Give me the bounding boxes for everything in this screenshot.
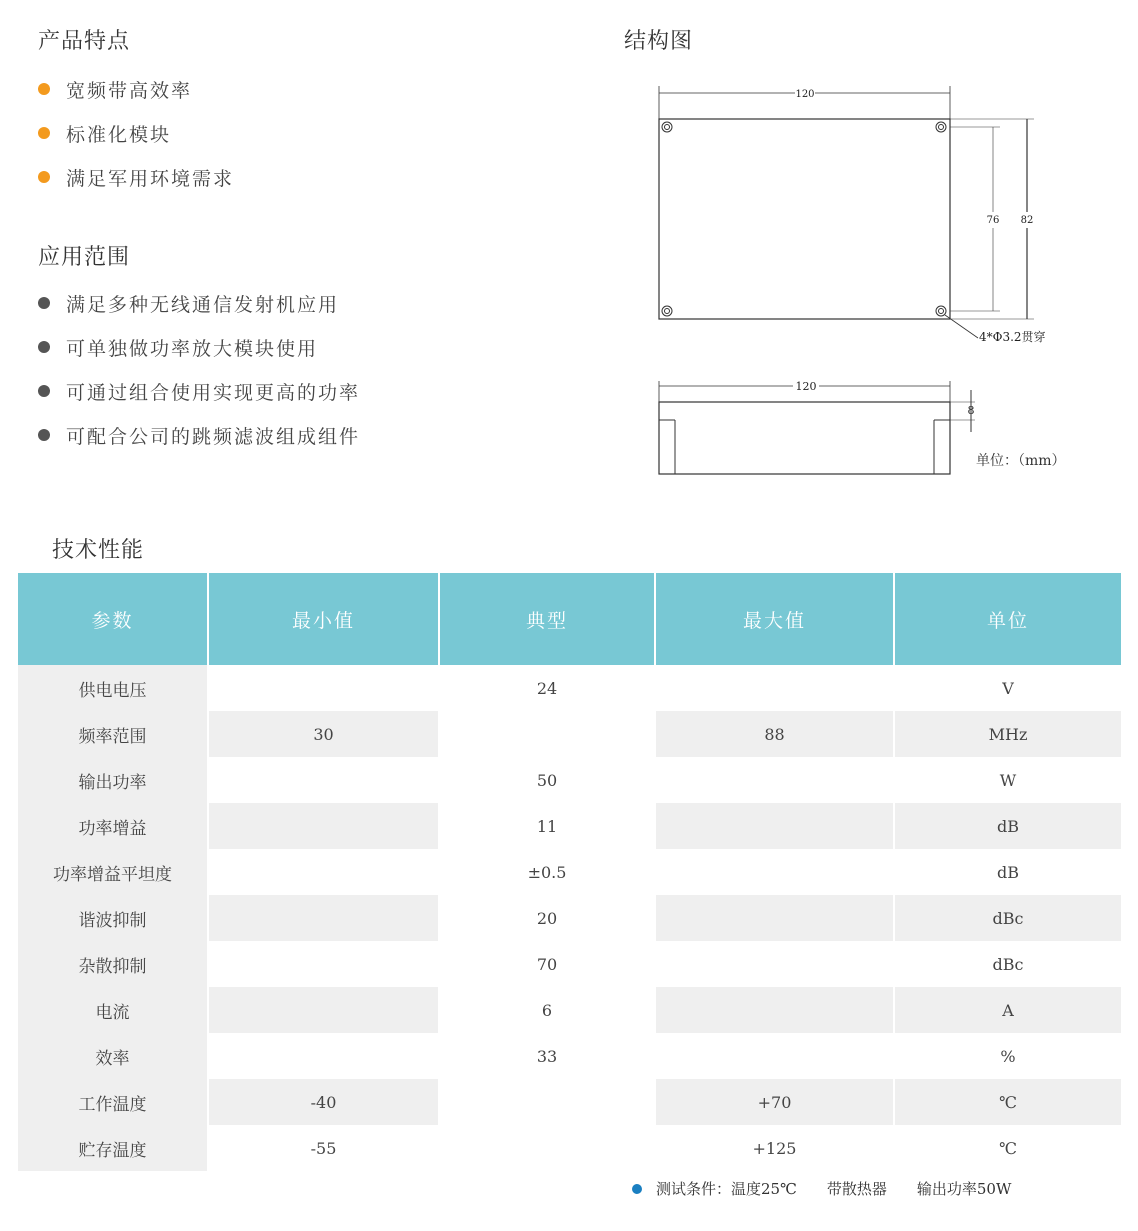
cell-max: [655, 757, 894, 803]
feature-item: 标准化模块: [38, 111, 234, 155]
test-condition-power: 输出功率50W: [916, 1180, 1012, 1198]
test-condition-heatsink: 带散热器: [826, 1180, 887, 1198]
cell-max: [655, 803, 894, 849]
cell-unit: dBc: [894, 941, 1122, 987]
table-row: [17, 1125, 1122, 1171]
cell-max: [655, 941, 894, 987]
cell-typ: 33: [439, 1033, 655, 1079]
cell-max: [655, 987, 894, 1033]
cell-param: 功率增益: [17, 803, 208, 849]
cell-min: [208, 895, 439, 941]
application-item: 可通过组合使用实现更高的功率: [38, 369, 360, 413]
cell-param: 电流: [17, 987, 208, 1033]
specs-table: [16, 573, 1123, 1171]
cell-param: 输出功率: [17, 757, 208, 803]
cell-max: +70: [655, 1079, 894, 1125]
header-unit: 单位: [894, 573, 1122, 665]
bullet-icon: [632, 1184, 642, 1194]
cell-max: 88: [655, 711, 894, 757]
cell-min: 30: [208, 711, 439, 757]
header-min: 最小值: [208, 573, 439, 665]
table-row: [17, 1079, 1122, 1125]
application-item: 满足多种无线通信发射机应用: [38, 281, 360, 325]
cell-typ: [439, 711, 655, 757]
structure-title: 结构图: [624, 29, 694, 54]
side-height-label: 8: [967, 404, 975, 417]
top-view-body: [659, 119, 950, 319]
cell-param: 功率增益平坦度: [17, 849, 208, 895]
inner-height-label: 76: [986, 215, 1000, 226]
cell-typ: 20: [439, 895, 655, 941]
cell-unit: W: [894, 757, 1122, 803]
cell-typ: [439, 1125, 655, 1171]
table-header-row: [17, 573, 1122, 665]
table-row: [17, 987, 1122, 1033]
header-typ: 典型: [439, 573, 655, 665]
cell-param: 频率范围: [17, 711, 208, 757]
table-row: [17, 757, 1122, 803]
cell-unit: A: [894, 987, 1122, 1033]
cell-param: 谐波抑制: [17, 895, 208, 941]
cell-unit: dB: [894, 803, 1122, 849]
table-row: [17, 849, 1122, 895]
cell-typ: 24: [439, 665, 655, 711]
cell-min: -55: [208, 1125, 439, 1171]
cell-min: [208, 1033, 439, 1079]
cell-max: [655, 895, 894, 941]
cell-min: [208, 665, 439, 711]
table-row: [17, 895, 1122, 941]
application-item: 可单独做功率放大模块使用: [38, 325, 360, 369]
table-row: [17, 941, 1122, 987]
cell-unit: ℃: [894, 1079, 1122, 1125]
cell-min: [208, 803, 439, 849]
cell-min: [208, 849, 439, 895]
top-width-label: 120: [795, 89, 815, 100]
test-condition-temp: 测试条件：温度25℃: [656, 1180, 797, 1198]
cell-typ: ±0.5: [439, 849, 655, 895]
hole-note-label: 4*Φ3.2贯穿: [979, 330, 1046, 344]
cell-min: [208, 987, 439, 1033]
cell-max: +125: [655, 1125, 894, 1171]
outer-height-label: 82: [1020, 215, 1034, 226]
cell-unit: V: [894, 665, 1122, 711]
cell-unit: %: [894, 1033, 1122, 1079]
application-item: 可配合公司的跳频滤波组成组件: [38, 413, 360, 457]
table-row: [17, 711, 1122, 757]
header-max: 最大值: [655, 573, 894, 665]
cell-max: [655, 1033, 894, 1079]
cell-unit: MHz: [894, 711, 1122, 757]
cell-param: 供电电压: [17, 665, 208, 711]
cell-min: -40: [208, 1079, 439, 1125]
cell-typ: 6: [439, 987, 655, 1033]
unit-label: 单位：（mm）: [976, 453, 1066, 469]
test-conditions: [632, 1178, 1041, 1199]
table-row: [17, 1033, 1122, 1079]
table-row: [17, 803, 1122, 849]
cell-typ: 70: [439, 941, 655, 987]
cell-param: 工作温度: [17, 1079, 208, 1125]
cell-max: [655, 849, 894, 895]
side-view-body: [659, 402, 950, 474]
cell-param: 贮存温度: [17, 1125, 208, 1171]
structure-diagram: [0, 0, 1138, 500]
cell-unit: dBc: [894, 895, 1122, 941]
features-title: 产品特点: [38, 29, 131, 54]
side-width-label: 120: [795, 380, 817, 393]
cell-typ: [439, 1079, 655, 1125]
cell-min: [208, 941, 439, 987]
cell-param: 杂散抑制: [17, 941, 208, 987]
feature-item: 宽频带高效率: [38, 67, 234, 111]
feature-item: 满足军用环境需求: [38, 155, 234, 199]
mount-hole-icon: [662, 122, 946, 316]
specs-title: 技术性能: [52, 538, 145, 563]
table-row: [17, 665, 1122, 711]
cell-unit: dB: [894, 849, 1122, 895]
cell-unit: ℃: [894, 1125, 1122, 1171]
cell-max: [655, 665, 894, 711]
cell-min: [208, 757, 439, 803]
cell-typ: 50: [439, 757, 655, 803]
cell-param: 效率: [17, 1033, 208, 1079]
header-param: 参数: [17, 573, 208, 665]
cell-typ: 11: [439, 803, 655, 849]
applications-title: 应用范围: [38, 245, 131, 270]
